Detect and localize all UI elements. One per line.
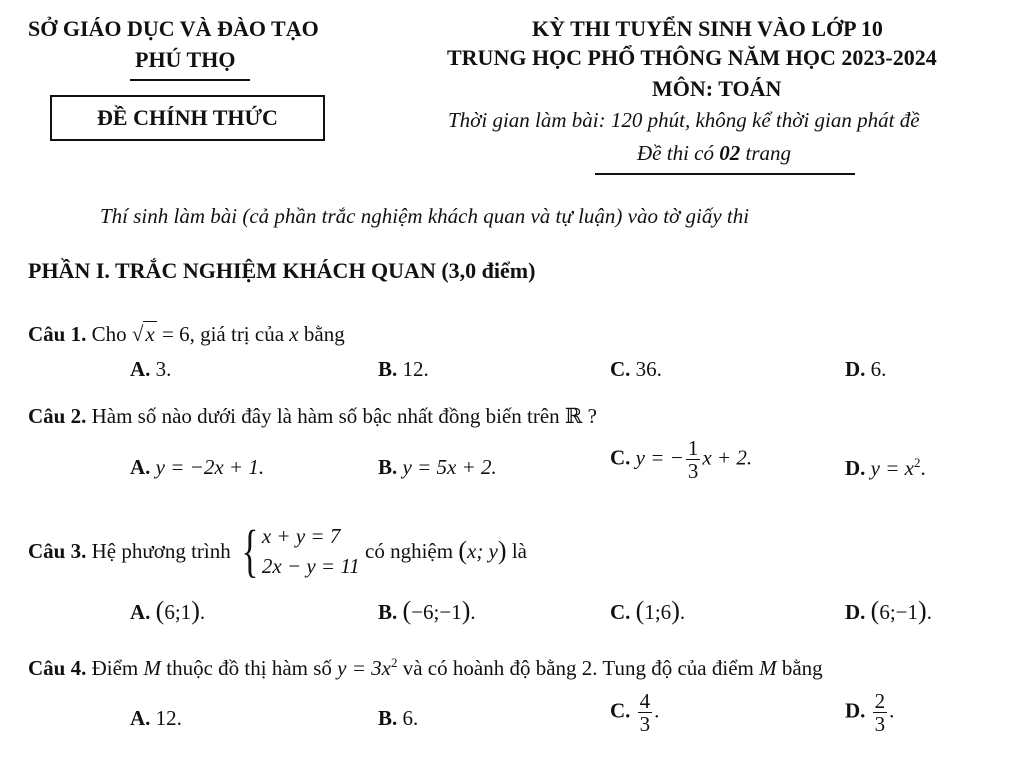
question-4 [28,655,823,681]
option-letter: A. [130,600,151,624]
question-1-end: bằng [303,322,345,346]
option-value: 6;1 [164,600,192,624]
fraction [638,690,653,735]
header-underline [595,173,855,175]
option-letter: B. [378,357,398,381]
q1-option-c [610,357,662,382]
question-1-pre: Cho [91,322,127,346]
option-value: y = x [870,456,914,480]
question-3-mid: có nghiệm [365,538,454,563]
department-name: SỞ GIÁO DỤC VÀ ĐÀO TẠO [28,16,319,41]
q4-option-a [130,706,182,731]
fraction-denominator: 3 [687,459,699,484]
exam-subtitle: TRUNG HỌC PHỔ THÔNG NĂM HỌC 2023-2024 [447,45,937,70]
question-2 [28,404,597,429]
q3-option-a: A. (6;1). [130,596,206,625]
question-4-exponent: 2 [390,655,398,670]
option-exponent: 2 [913,455,921,470]
option-value: 12. [402,357,429,381]
option-value-post: . [920,456,926,480]
page-count-number: 02 [719,141,741,165]
paren-close: ) [671,596,680,625]
fraction [873,690,888,735]
paren-open: ( [458,536,468,566]
paren-open: ( [155,596,165,625]
question-4-pre: Điểm [91,656,139,680]
option-value-pre: y = − [635,445,684,470]
sqrt-x: √x [131,322,155,346]
equation-lines [262,521,360,582]
question-4-func: y = 3x [337,656,391,680]
equation-2: 2x − y = 11 [261,554,360,579]
option-value: 6. [870,357,887,381]
fraction-numerator: 1 [687,436,699,460]
subject-title: MÔN: TOÁN [652,76,782,101]
question-3 [28,518,527,584]
equation-1: x + y = 7 [261,524,341,548]
question-1-label: Câu 1. [28,322,87,346]
paren-close: ) [461,596,471,625]
q3-option-c: C. (1;6). [610,596,686,625]
question-3-label: Câu 3. [28,538,87,563]
time-allowed: Thời gian làm bài: 120 phút, không kể thời gian phát đề [448,108,920,132]
q3-option-b: B. (−6;−1). [378,596,476,625]
paren-close: ) [918,596,927,625]
fraction-numerator: 4 [639,689,651,713]
fraction [686,437,701,482]
paren-open: ( [870,596,880,625]
option-value: 6;−1 [879,600,919,624]
question-4-mid1: thuộc đồ thị hàm số [166,656,332,680]
question-4-end: bằng [781,656,823,680]
option-value: 1;6 [644,600,672,624]
fraction-denominator: 3 [639,712,651,737]
question-1-var: x [289,322,299,346]
official-exam-box [50,95,325,141]
option-value: y = 5x + 2. [402,455,497,479]
exam-title: KỲ THI TUYỂN SINH VÀO LỚP 10 [532,16,883,41]
option-letter: C. [610,600,631,624]
option-letter: D. [845,698,866,723]
option-letter: B. [378,600,398,624]
fraction-denominator: 3 [874,712,886,737]
q2-option-c [610,437,752,482]
section-title: PHẦN I. TRẮC NGHIỆM KHÁCH QUAN (3,0 điểm) [28,258,536,283]
question-3-pair: x; y [467,538,498,563]
option-value: y = −2x + 1. [155,455,265,479]
q1-option-a [130,357,171,382]
fraction-numerator: 2 [874,689,886,713]
option-letter: A. [130,357,151,381]
q4-option-d: D. $\frac{2}{3}$ . [845,689,895,737]
option-letter: C. [610,357,631,381]
paren-open: ( [635,596,645,625]
option-letter: D. [845,357,866,381]
option-letter: C. [610,698,631,723]
page-count [637,141,791,166]
equation-system [236,518,360,584]
question-4-var: M [143,656,162,680]
option-value: 6. [402,706,419,730]
province-underline [130,79,250,81]
official-exam-label: ĐỀ CHÍNH THỨC [97,105,278,130]
page-count-suffix: trang [740,141,791,165]
paren-close: ) [191,596,200,625]
question-4-var-2: M [759,656,777,680]
option-value: 3. [155,357,172,381]
question-1-post: giá trị của [200,322,285,346]
question-3-end: là [511,538,527,563]
question-4-label: Câu 4. [28,656,87,680]
question-1 [28,322,345,347]
option-letter: D. [845,456,866,480]
option-letter: A. [130,706,151,730]
q1-option-d [845,357,886,382]
q2-option-b [378,455,497,480]
question-4-mid2: và có hoành độ bằng 2. Tung độ của điểm [402,656,754,680]
option-letter: D. [845,600,866,624]
question-2-label: Câu 2. [28,404,87,428]
paren-open: ( [402,596,412,625]
left-brace: { [241,518,259,584]
sqrt-radicand: x [145,322,155,346]
option-value-post: x + 2. [702,445,753,470]
page-count-prefix: Đề thi có [637,141,720,165]
question-2-text: Hàm số nào dưới đây là hàm số bậc nhất đồng biến trên ℝ ? [91,404,597,428]
q3-option-d: D. (6;−1). [845,596,932,625]
question-3-pre: Hệ phương trình [91,538,231,563]
q4-option-b [378,706,418,731]
q2-option-d [845,455,926,481]
option-value: −6;−1 [411,600,462,624]
option-letter: B. [378,455,398,479]
option-value: 12. [155,706,182,730]
instruction-text: Thí sinh làm bài (cả phần trắc nghiệm khách quan và tự luận) vào tờ giấy thi [100,204,750,228]
option-letter: C. [610,445,631,470]
option-value: 36. [635,357,662,381]
province-name: PHÚ THỌ [135,47,236,72]
q1-option-b [378,357,429,382]
q2-option-a [130,455,264,480]
option-letter: A. [130,455,151,479]
question-1-expr: = 6, [161,322,195,346]
option-letter: B. [378,706,398,730]
paren-close: ) [497,536,507,566]
q4-option-c: C. $\frac{4}{3}$ . [610,689,660,737]
